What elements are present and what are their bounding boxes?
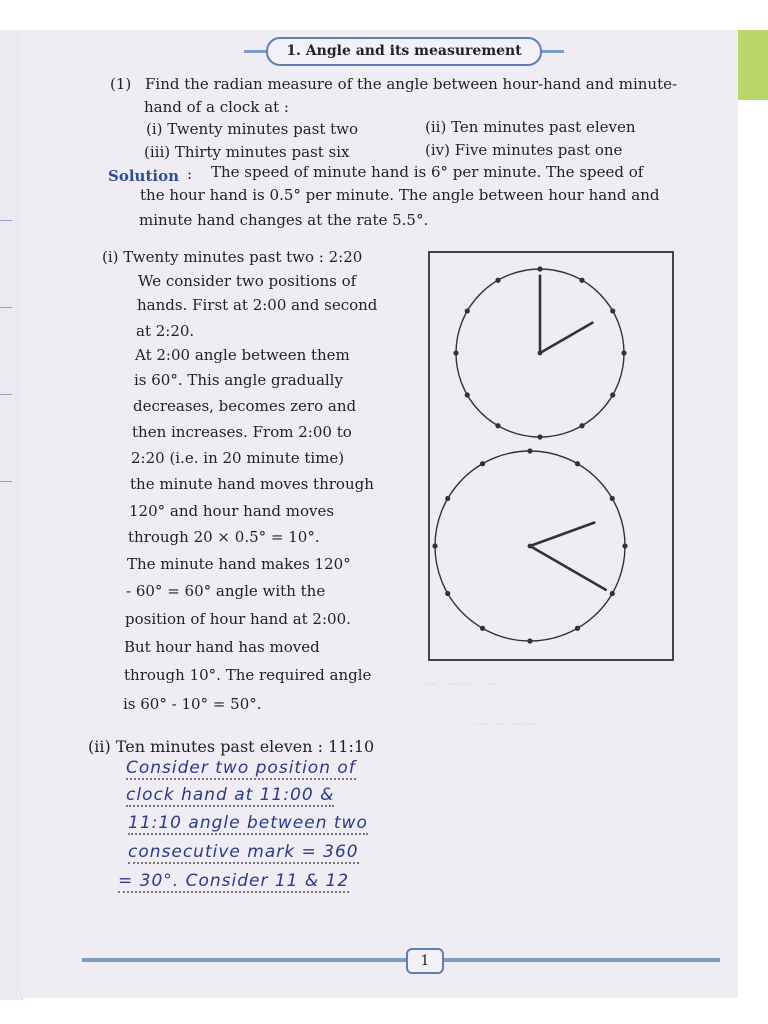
footer-rule-right [440,958,720,962]
part-i-line: is 60°. This angle gradually [134,371,343,389]
part-i-line: (i) Twenty minutes past two : 2:20 [102,248,363,266]
handwritten-line: clock hand at 11:00 & [126,785,335,805]
show-through-ink: ⌒ ⌒⌒ ′ ⌒ [422,683,495,699]
clock-2-20-minute-hand [530,546,606,590]
part-i-line: decreases, becomes zero and [133,397,357,415]
clock-2-20-hour-hand [530,523,594,546]
part-i-line: 2:20 (i.e. in 20 minute time) [131,449,345,467]
clock-2-00-hour-mark [610,308,615,313]
clock-2-20-hour-mark [575,461,580,466]
show-through-ink: ⌒ ⌒ ⌒⌒ [472,723,537,739]
handwritten-line: = 30°. Consider 11 & 12 [118,871,350,891]
clock-2-00-hour-mark [579,423,584,428]
clock-2-00-hour-mark [579,278,584,283]
part-i-line: then increases. From 2:00 to [132,423,352,441]
part-i-line: hands. First at 2:00 and second [137,296,378,314]
clock-2-00-hour-hand [540,323,592,353]
part-i-line: at 2:20. [136,322,195,340]
clock-2-20-hour-mark [575,626,580,631]
left-page-edge [0,30,23,1000]
clock-2-20-hour-mark [480,626,485,631]
clock-2-20-hour-mark [527,638,532,643]
part-i-line: through 20 × 0.5° = 10°. [128,528,320,546]
footer-rule-left [82,958,406,962]
question-line-1: Find the radian measure of the angle between hour-hand and minute- [145,75,678,93]
handwritten-line: 11:10 angle between two [128,813,368,833]
clock-2-00-hour-mark [453,350,458,355]
chapter-title: 1. Angle and its measurement [266,37,542,66]
part-i-line: is 60° - 10° = 50°. [123,695,262,713]
handwritten-line: Consider two position of [126,758,356,778]
part-i-line: position of hour hand at 2:00. [125,610,351,628]
clock-2-00-hour-mark [621,350,626,355]
clock-2-00-hour-mark [537,266,542,271]
part-i-line: 120° and hour hand moves [129,502,335,520]
background-green-strip [736,30,768,100]
clock-2-20-hour-mark [445,591,450,596]
solution-line-1: The speed of minute hand is 6° per minute. The speed of [211,163,644,181]
clock-2-00-hour-mark [495,278,500,283]
clock-2-00-hour-mark [465,308,470,313]
clock-2-20-hour-mark [480,461,485,466]
solution-label: Solution [108,167,179,185]
handwritten-line: consecutive mark = 360 [128,842,359,862]
clock-2-00-hour-mark [537,434,542,439]
question-number: (1) [110,75,132,93]
clock-2-20-hour-mark [432,543,437,548]
clock-2-20-hour-mark [445,496,450,501]
left-page-lines [0,220,12,620]
clock-2-20-hour-mark [527,448,532,453]
clock-2-00-hour-mark [465,392,470,397]
question-part-ii: (ii) Ten minutes past eleven [425,118,636,136]
solution-line-2: the hour hand is 0.5° per minute. The angle between hour hand and [140,186,660,204]
header-rule-left [244,50,268,53]
clock-2-20-hour-mark [610,591,615,596]
clock-2-20-hour-mark [610,496,615,501]
clock-2-20-hour-mark [622,543,627,548]
clock-figure [428,251,674,661]
part-i-line: through 10°. The required angle [124,666,372,684]
part-ii-heading: (ii) Ten minutes past eleven : 11:10 [88,737,375,756]
chapter-header [244,37,564,65]
question-part-i: (i) Twenty minutes past two [146,120,359,138]
solution-line-3: minute hand changes at the rate 5.5°. [139,211,429,229]
part-i-line: The minute hand makes 120° [127,555,351,573]
clock-2-00-hour-mark [610,392,615,397]
question-part-iii: (iii) Thirty minutes past six [144,143,350,161]
clock-2-00-hour-mark [495,423,500,428]
clock-figure-svg [430,253,672,659]
part-i-line: - 60° = 60° angle with the [126,582,326,600]
question-line-2: hand of a clock at : [144,98,289,116]
solution-colon: : [187,165,193,183]
part-i-line: We consider two positions of [138,272,357,290]
part-i-line: But hour hand has moved [124,638,320,656]
page-number: 1 [406,948,444,974]
part-i-line: the minute hand moves through [130,475,374,493]
question-part-iv: (iv) Five minutes past one [425,141,623,159]
part-i-line: At 2:00 angle between them [135,346,350,364]
